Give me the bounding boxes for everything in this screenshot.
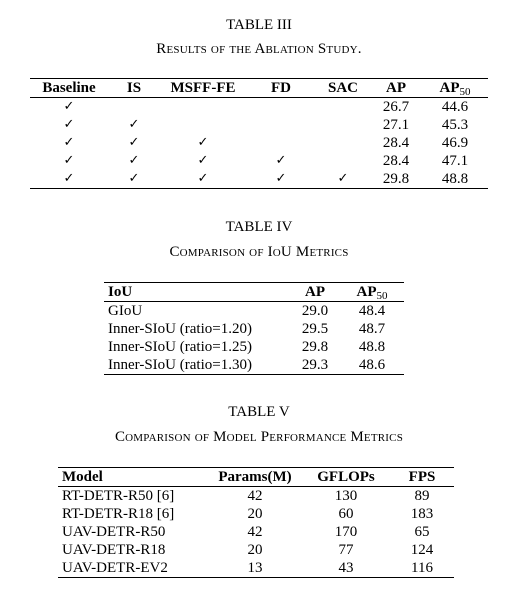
check-mark: ✓ — [128, 153, 140, 168]
ap-value: 29.8 — [382, 171, 410, 187]
fps-value: 124 — [410, 542, 434, 558]
ap-value: 29.3 — [301, 357, 329, 373]
ap-value: 28.4 — [382, 135, 410, 151]
model-name: RT-DETR-R18 [6] — [62, 506, 175, 522]
check-mark: ✓ — [197, 135, 209, 150]
model-name: UAV-DETR-R50 — [62, 524, 166, 540]
check-mark: ✓ — [197, 171, 209, 186]
table5-header-fps: FPS — [408, 469, 436, 485]
table3-header-row — [30, 79, 488, 98]
table-row — [30, 170, 488, 189]
table4-caption: Comparison of IoU Metrics — [169, 244, 349, 260]
table5-caption: Comparison of Model Performance Metrics — [114, 429, 404, 445]
check-mark: ✓ — [63, 153, 75, 168]
check-mark: ✓ — [63, 135, 75, 150]
ap-value: 26.7 — [382, 99, 410, 115]
ap50-value: 46.9 — [441, 135, 469, 151]
table4-header-ap: AP — [305, 284, 325, 300]
check-mark — [246, 134, 316, 152]
check-mark: ✓ — [63, 99, 75, 114]
ap-value: 27.1 — [382, 117, 410, 133]
table3-header-is: IS — [126, 80, 142, 96]
params-value: 42 — [247, 524, 263, 540]
table-row — [104, 356, 404, 375]
gflops-value: 43 — [338, 560, 354, 576]
gflops-value: 170 — [334, 524, 358, 540]
table3 — [30, 78, 488, 189]
check-mark: ✓ — [337, 171, 349, 186]
check-mark: ✓ — [197, 153, 209, 168]
ap50-value: 48.8 — [358, 339, 386, 355]
model-name: RT-DETR-R50 [6] — [62, 488, 175, 504]
model-name: UAV-DETR-R18 — [62, 542, 166, 558]
table-row — [58, 505, 454, 523]
params-value: 42 — [247, 488, 263, 504]
table3-header-ap50: $AP_{50}$ — [439, 80, 471, 98]
table-row — [30, 116, 488, 134]
ap50-value: 45.3 — [441, 117, 469, 133]
gflops-value: 77 — [338, 542, 354, 558]
ap-value: 29.0 — [301, 303, 329, 319]
table5-header-params: Params(M) — [218, 469, 292, 485]
table-row — [104, 320, 404, 338]
check-mark: ✓ — [275, 153, 287, 168]
check-mark — [316, 98, 370, 117]
ap50-value: 48.7 — [358, 321, 386, 337]
iou-metric-name: Inner-SIoU (ratio=1.30) — [108, 357, 252, 373]
ap-value: 29.8 — [301, 339, 329, 355]
table-row — [30, 152, 488, 170]
table4-header-iou: IoU — [108, 284, 133, 300]
check-mark — [160, 116, 246, 134]
table-row — [58, 559, 454, 578]
fps-value: 183 — [410, 506, 434, 522]
table3-label: TABLE III — [226, 17, 292, 33]
table-row — [58, 541, 454, 559]
params-value: 13 — [247, 560, 263, 576]
ap-value: 28.4 — [382, 153, 410, 169]
ap50-value: 48.6 — [358, 357, 386, 373]
iou-metric-name: GIoU — [108, 303, 143, 319]
table-row — [30, 134, 488, 152]
iou-metric-name: Inner-SIoU (ratio=1.20) — [108, 321, 252, 337]
table3-caption: Results of the Ablation Study. — [156, 41, 362, 57]
ap50-value: 47.1 — [441, 153, 469, 169]
ap50-value: 48.8 — [441, 171, 469, 187]
table5-header-gflops: GFLOPs — [317, 469, 375, 485]
check-mark — [316, 116, 370, 134]
table-row — [30, 98, 488, 117]
check-mark: ✓ — [128, 135, 140, 150]
fps-value: 65 — [414, 524, 430, 540]
iou-metric-name: Inner-SIoU (ratio=1.25) — [108, 339, 252, 355]
table4-header-row — [104, 283, 404, 302]
table3-header-fd: FD — [271, 80, 291, 96]
ap50-value: 44.6 — [441, 99, 469, 115]
table5-header-model: Model — [62, 469, 103, 485]
check-mark — [316, 152, 370, 170]
table3-header-sac: SAC — [327, 80, 358, 96]
table5 — [58, 467, 454, 578]
ap-value: 29.5 — [301, 321, 329, 337]
table4-header-ap50: $AP_{50}$ — [356, 284, 388, 302]
fps-value: 89 — [414, 488, 430, 504]
gflops-value: 130 — [334, 488, 358, 504]
table-row — [58, 523, 454, 541]
check-mark: ✓ — [128, 171, 140, 186]
ap50-value: 48.4 — [358, 303, 386, 319]
table3-header-baseline: Baseline — [42, 80, 96, 96]
table3-header-msff-fe: MSFF-FE — [170, 80, 236, 96]
check-mark: ✓ — [63, 171, 75, 186]
gflops-value: 60 — [338, 506, 354, 522]
model-name: UAV-DETR-EV2 — [62, 560, 168, 576]
check-mark — [316, 134, 370, 152]
check-mark: ✓ — [128, 117, 140, 132]
table-row — [58, 487, 454, 506]
table3-header-ap: AP — [386, 80, 406, 96]
check-mark — [108, 98, 160, 117]
table-row — [104, 338, 404, 356]
fps-value: 116 — [411, 560, 433, 576]
table4-label: TABLE IV — [225, 219, 293, 235]
check-mark — [246, 116, 316, 134]
check-mark: ✓ — [63, 117, 75, 132]
check-mark — [160, 98, 246, 117]
check-mark — [246, 98, 316, 117]
params-value: 20 — [247, 506, 263, 522]
check-mark: ✓ — [275, 171, 287, 186]
table5-label: TABLE V — [228, 404, 290, 420]
table4 — [104, 282, 404, 375]
table-row — [104, 302, 404, 321]
table5-header-row — [58, 468, 454, 487]
params-value: 20 — [247, 542, 263, 558]
